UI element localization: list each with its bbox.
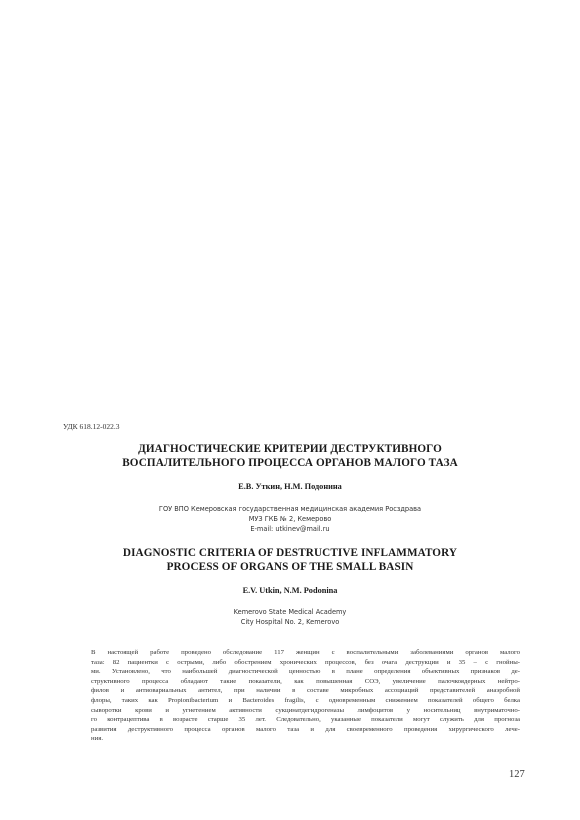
article-title-english: [40, 546, 540, 574]
title-line: PROCESS OF ORGANS OF THE SMALL BASIN: [166, 561, 414, 573]
abstract-line: флоры, таких как Propionibacterium и Bacteroides fragilis, с одновременным снижением показателей общего белка: [91, 696, 520, 704]
abstract-line: филов и антиовариальных антител, при наличии в составе микробных ассоциаций представителей анаэробной: [91, 687, 520, 695]
title-line: DIAGNOSTIC CRITERIA OF DESTRUCTIVE INFLAMMATORY: [122, 547, 458, 559]
affiliation-english: [40, 607, 540, 627]
abstract-line: го контрацептива в возрасте старше 35 лет. Следовательно, указанные показатели могут служить для прогноза: [91, 716, 520, 724]
page-number: 127: [509, 769, 525, 780]
email-line: E-mail: utkinev@mail.ru: [250, 525, 330, 533]
abstract-line: таза: 82 пациентки с острыми, либо обострением хронических процессов, без очага деструкции и 35 – с гнойны-: [91, 658, 520, 666]
udk-code: УДК 618.12-022.3: [63, 422, 120, 431]
abstract-line: ния.: [91, 735, 104, 743]
article-title-russian: [40, 442, 540, 470]
abstract-line: ми. Установлено, что наибольшей диагностической ценностью в плане определения объективных признаков де-: [91, 668, 520, 676]
authors-russian: Е.В. Уткин, Н.М. Подонина: [238, 482, 342, 491]
title-line: ВОСПАЛИТЕЛЬНОГО ПРОЦЕССА ОРГАНОВ МАЛОГО ТАЗА: [122, 457, 458, 469]
authors-english: E.V. Utkin, N.M. Podonina: [242, 586, 338, 595]
affiliation-line: МУЗ ГКБ № 2, Кемерово: [248, 515, 332, 523]
abstract-line: структивного процесса обладают такие показатели, как повышенная СОЭ, увеличение палочкоядерных нейтро-: [91, 677, 520, 685]
abstract-line: развития деструктивного процесса органов малого таза и для своевременного проведения хирургического лече-: [91, 725, 520, 733]
abstract-line: сыворотки крови и угнетением активности сукцинатдегидрогеназы лимфоцитов у носительниц внутриматочно-: [91, 706, 520, 714]
affiliation-russian: [40, 504, 540, 534]
affiliation-line: City Hospital No. 2, Kemerovo: [240, 618, 340, 626]
abstract: [91, 648, 520, 744]
affiliation-line: Kemerovo State Medical Academy: [233, 608, 347, 616]
abstract-line: В настоящей работе проведено обследование 117 женщин с воспалительными заболеваниями органов малого: [91, 649, 520, 656]
title-line: ДИАГНОСТИЧЕСКИЕ КРИТЕРИИ ДЕСТРУКТИВНОГО: [138, 443, 442, 455]
affiliation-line: ГОУ ВПО Кемеровская государственная медицинская академия Росздрава: [158, 505, 422, 513]
